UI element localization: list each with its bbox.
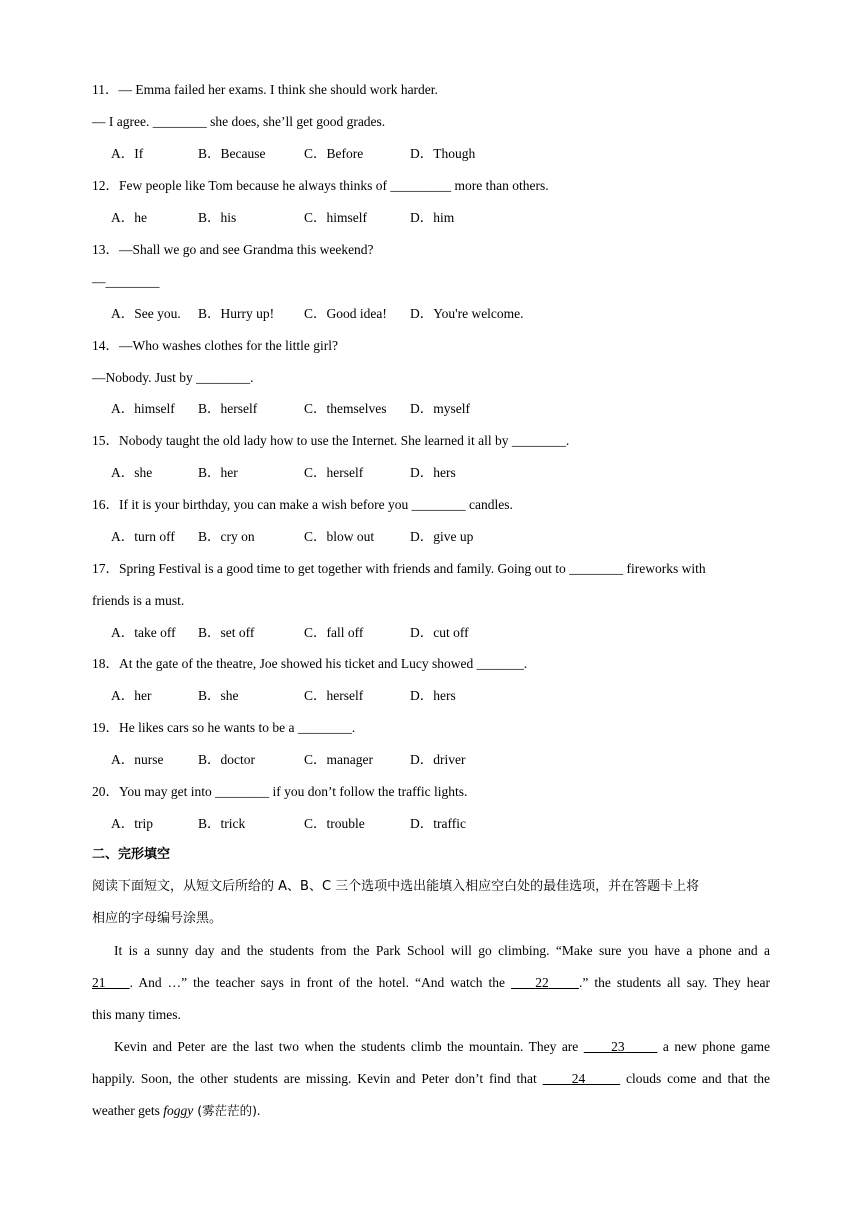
question-17-stem: 17．Spring Festival is a good time to get together with friends and family. Going out to ________ fireworks with (92, 561, 706, 576)
option-d[interactable]: D．hers (410, 465, 456, 480)
section-instruction-line1: 阅读下面短文，从短文后所给的 A、B、C 三个选项中选出能填入相应空白处的最佳选项，并在答题卡上将 (92, 879, 700, 894)
option-c[interactable]: C．manager (304, 752, 373, 767)
passage-p2-line1: Kevin and Peter are the last two when the students climb the mountain. They are 23 a new phone game (114, 1039, 771, 1054)
option-a[interactable]: A．take off (111, 625, 176, 640)
option-a[interactable]: A．he (111, 210, 147, 225)
question-19-stem: 19．He likes cars so he wants to be a ________. (92, 720, 356, 735)
passage-p1-line3: this many times. (92, 1007, 181, 1022)
option-d[interactable]: D．Though (410, 146, 476, 161)
option-c[interactable]: C．Before (304, 146, 364, 161)
question-14-stem: 14．—Who washes clothes for the little girl? (92, 338, 338, 353)
question-11-options (111, 146, 671, 162)
question-13-stem: 13．—Shall we go and see Grandma this weekend? (92, 242, 374, 257)
option-a[interactable]: A．See you. (111, 306, 181, 321)
option-c[interactable]: C．themselves (304, 401, 387, 416)
option-d[interactable]: D．driver (410, 752, 466, 767)
option-b[interactable]: B．she (198, 688, 239, 703)
question-20-stem: 20．You may get into ________ if you don’t follow the traffic lights. (92, 784, 468, 799)
question-14-stem-line2: —Nobody. Just by ________. (92, 370, 254, 385)
option-d[interactable]: D．myself (410, 401, 470, 416)
question-11-stem: 11．— Emma failed her exams. I think she should work harder. (92, 82, 438, 97)
question-17-stem-line2: friends is a must. (92, 593, 185, 608)
option-b[interactable]: B．Hurry up! (198, 306, 275, 321)
option-c[interactable]: C．fall off (304, 625, 364, 640)
blank-21: 21 (92, 975, 106, 990)
question-18-options (111, 688, 671, 704)
option-b[interactable]: B．doctor (198, 752, 255, 767)
option-a[interactable]: A．turn off (111, 529, 175, 544)
passage-p2-line3: weather gets foggy (雾茫茫的). (92, 1103, 261, 1118)
option-d[interactable]: D．You're welcome. (410, 306, 524, 321)
option-a[interactable]: A．trip (111, 816, 153, 831)
blank-23: 23 (611, 1039, 625, 1054)
option-c[interactable]: C．himself (304, 210, 367, 225)
question-15-options (111, 465, 671, 481)
question-20-options (111, 816, 671, 832)
section-heading: 二、完形填空 (92, 847, 171, 862)
option-b[interactable]: B．trick (198, 816, 246, 831)
option-a[interactable]: A．nurse (111, 752, 164, 767)
option-b[interactable]: B．Because (198, 146, 266, 161)
passage-p1-line2: 21 . And …” the teacher says in front of the hotel. “And watch the 22 .” the students all say. They hear (92, 975, 771, 990)
question-16-stem: 16．If it is your birthday, you can make a wish before you ________ candles. (92, 497, 513, 512)
blank-24: 24 (571, 1071, 586, 1086)
option-a[interactable]: A．If (111, 146, 144, 161)
italic-word-foggy: foggy (163, 1103, 194, 1118)
question-16-options (111, 529, 671, 545)
option-b[interactable]: B．herself (198, 401, 258, 416)
option-d[interactable]: D．hers (410, 688, 456, 703)
question-12-stem: 12．Few people like Tom because he always thinks of _________ more than others. (92, 178, 549, 193)
blank-22: 22 (535, 975, 549, 990)
question-12-options (111, 210, 671, 226)
question-14-options (111, 401, 671, 417)
option-b[interactable]: B．his (198, 210, 237, 225)
option-d[interactable]: D．give up (410, 529, 474, 544)
question-19-options (111, 752, 671, 768)
passage-p2-line2: happily. Soon, the other students are missing. Kevin and Peter don’t find that 24 clouds come and that the (92, 1071, 771, 1086)
option-c[interactable]: C．Good idea! (304, 306, 387, 321)
option-c[interactable]: C．herself (304, 465, 364, 480)
question-17-options (111, 625, 671, 641)
option-b[interactable]: B．her (198, 465, 238, 480)
passage-p1-line1: It is a sunny day and the students from the Park School will go climbing. “Make sure you have a phone and a (114, 943, 770, 958)
question-11-stem-line2: — I agree. ________ she does, she’ll get good grades. (92, 114, 386, 129)
question-18-stem: 18．At the gate of the theatre, Joe showed his ticket and Lucy showed _______. (92, 656, 528, 671)
section-instruction-line2: 相应的字母编号涂黑。 (92, 911, 223, 926)
question-13-stem-line2: —________ (92, 274, 160, 289)
option-a[interactable]: A．himself (111, 401, 175, 416)
option-c[interactable]: C．herself (304, 688, 364, 703)
option-a[interactable]: A．she (111, 465, 153, 480)
option-c[interactable]: C．trouble (304, 816, 365, 831)
option-d[interactable]: D．cut off (410, 625, 469, 640)
question-15-stem: 15．Nobody taught the old lady how to use the Internet. She learned it all by ________. (92, 433, 570, 448)
option-a[interactable]: A．her (111, 688, 152, 703)
chinese-gloss: (雾茫茫的) (193, 1103, 257, 1118)
option-d[interactable]: D．him (410, 210, 455, 225)
option-d[interactable]: D．traffic (410, 816, 466, 831)
question-13-options (111, 306, 671, 322)
option-b[interactable]: B．set off (198, 625, 255, 640)
option-c[interactable]: C．blow out (304, 529, 375, 544)
option-b[interactable]: B．cry on (198, 529, 255, 544)
